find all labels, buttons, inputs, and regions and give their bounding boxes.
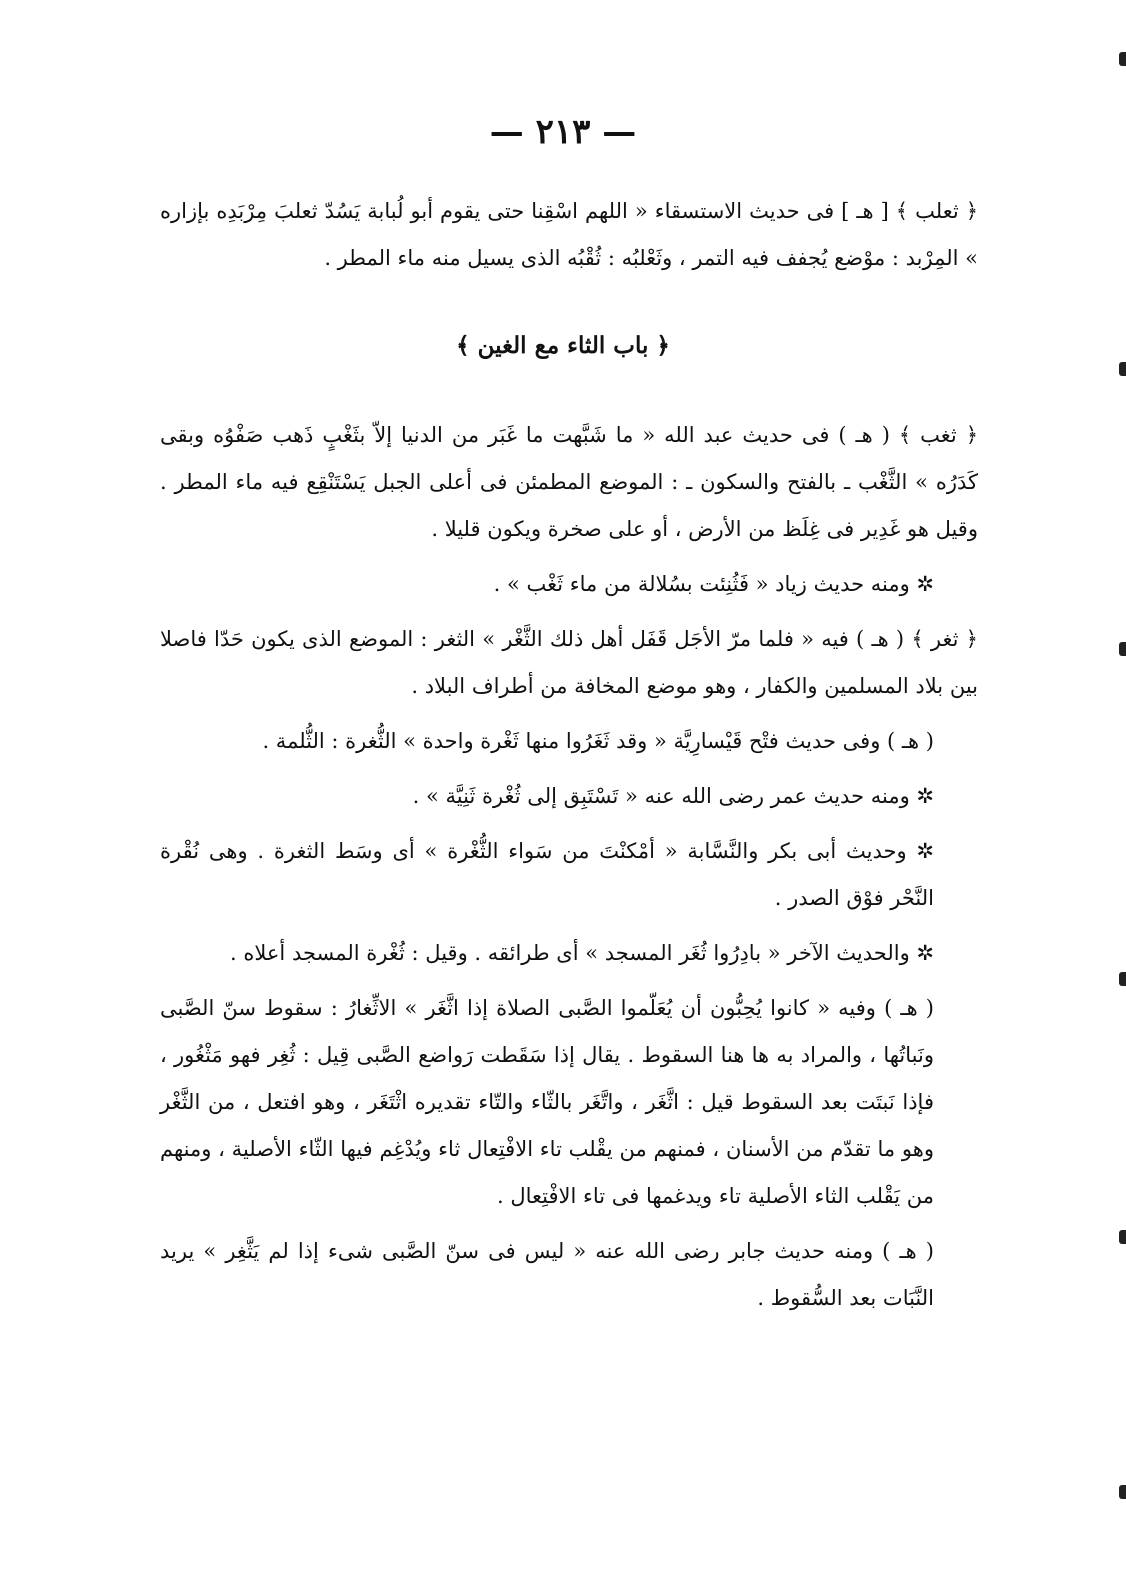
scan-edge-mark xyxy=(1119,362,1126,376)
paragraph: ✲ والحديث الآخر « بادِرُوا ثُغَر المسجد » أى طرائقه . وقيل : ثُغْرة المسجد أعلاه . xyxy=(230,941,934,965)
paragraph: ﴿ ثغب ﴾ ( هـ ) فى حديث عبد الله « ما شَبَّهت ما غَبَر من الدنيا إلاّ بثَغْبٍ ذَهب صَفْوُه وبقى كَدَرُه » الثَّغْب ـ بالفتح والسكون ـ : الموضع المطمئن فى أعلى الجبل يَسْتَنْقِع فيه ماء المطر . وقيل هو غَدِير فى غِلَظ من الأرض ، أو على صخرة ويكون قليلا . xyxy=(160,423,978,541)
paragraph: ( هـ ) وفيه « كانوا يُحِبُّون أن يُعَلّموا الصَّبى الصلاة إذا اثَّغَر » الاثِّغارُ : سقوط سنّ الصَّبى ونَباتُها ، والمراد به ها هنا السقوط . يقال إذا سَقَطت رَواضع الصَّبى قِيل : ثُغِر فهو مَثْغُور ، فإذا نَبتَت بعد السقوط قيل : اثَّغَر ، واتَّغَر بالثّاء والتّاء تقديره اثْتَغَر ، وهو افتعل ، من الثَّغْر وهو ما تقدّم من الأسنان ، فمنهم من يقْلب تاء الافْتِعال ثاء ويُدْغِم فيها الثّاء الأصلية ، ومنهم من يَقْلب الثاء الأصلية تاء ويدغمها فى تاء الافْتِعال . xyxy=(160,996,934,1208)
paragraph: ✲ ومنه حديث زياد « فَثُنِئت بسُلالة من ماء ثَغْب » . xyxy=(493,572,934,596)
entries-tha-ghayn xyxy=(160,412,978,1330)
paragraph: ( هـ ) ومنه حديث جابر رضى الله عنه « ليس فى سنّ الصَّبى شىء إذا لم يَثَّغِر » يريد النَّبَات بعد السُّقوط . xyxy=(160,1239,934,1310)
paragraph: ﴿ ثعلب ﴾ [ هـ ] فى حديث الاستسقاء « اللهم اسْقِنا حتى يقوم أبو لُبابة يَسُدّ ثعلبَ مِرْبَدِه بإزاره » المِرْبد : موْضع يُجفف فيه التمر ، وثَعْلبُه : ثُقْبُه الذى يسيل منه ماء المطر . xyxy=(160,199,978,270)
scan-edge-mark xyxy=(1119,1230,1126,1244)
scan-edge-mark xyxy=(1119,1485,1126,1499)
page-number: — ٢١٣ — xyxy=(489,112,637,152)
chapter-heading: ﴿ باب الثاء مع الغين ﴾ xyxy=(456,332,670,359)
scan-edge-mark xyxy=(1119,642,1126,656)
entry-tha-lam-ba xyxy=(160,188,978,290)
paragraph: ✲ وحديث أبى بكر والنَّسَّابة « أمْكنْتَ من سَواء الثُّغْرة » أى وسَط الثغرة . وهى نُقْرة النَّحْر فوْق الصدر . xyxy=(160,839,934,910)
scan-edge-mark xyxy=(1119,52,1126,66)
scan-edge-mark xyxy=(1119,972,1126,986)
paragraph: ﴿ ثغر ﴾ ( هـ ) فيه « فلما مرّ الأجَل قَفَل أهل ذلك الثَّغْر » الثغر : الموضع الذى يكون حَدّا فاصلا بين بلاد المسلمين والكفار ، وهو موضع المخافة من أطراف البلاد . xyxy=(160,627,978,698)
paragraph: ✲ ومنه حديث عمر رضى الله عنه « تَسْتَبِق إلى ثُغْرة ثَنِيَّة » . xyxy=(412,784,934,808)
paragraph: ( هـ ) وفى حديث فتْح قَيْسارِيَّة « وقد ثَغَرُوا منها ثَغْرة واحدة » الثُّغرة : الثُّلمة . xyxy=(262,729,934,753)
